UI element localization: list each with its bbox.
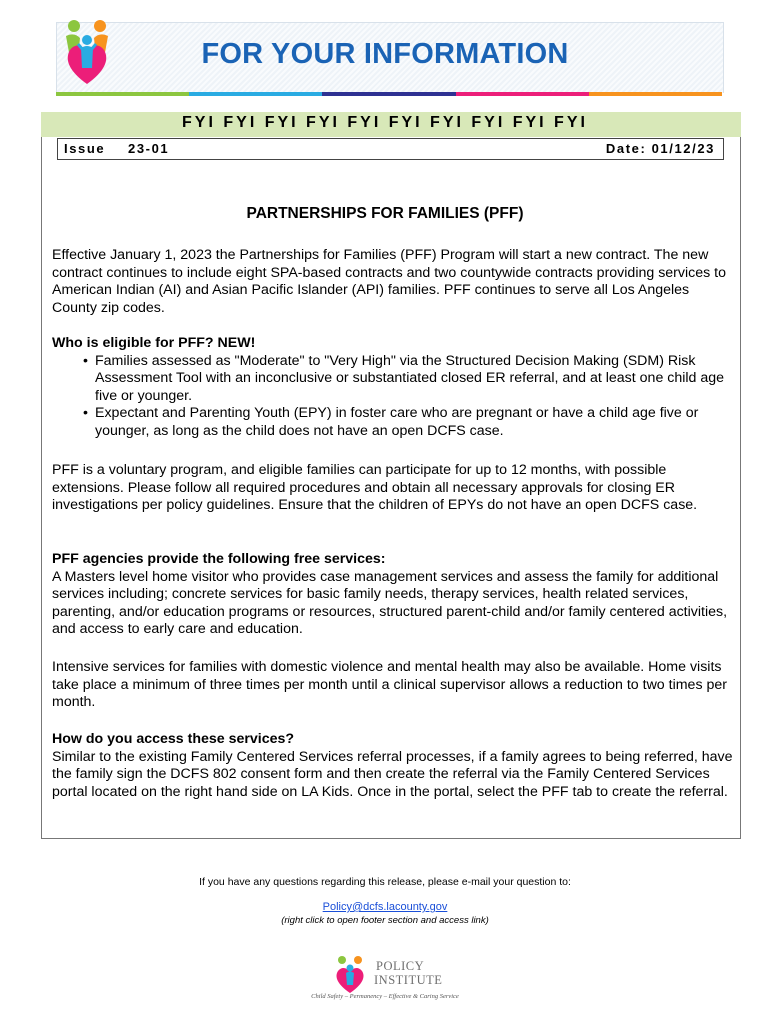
intro-section xyxy=(52,247,734,317)
eligibility-section xyxy=(52,335,734,441)
services-paragraph: A Masters level home visitor who provides case management services and assess the family for additional services including; concrete services for basic family needs, therapy services, health related services, parenting, and/or education programs or resources, structured parent-child and/or family centered activities, and access to early care and education. xyxy=(52,568,728,638)
footer-question: If you have any questions regarding this release, please e-mail your question to: xyxy=(199,876,571,888)
document-title: PARTNERSHIPS FOR FAMILIES (PFF) xyxy=(246,205,524,222)
strip-green xyxy=(56,92,189,96)
strip-orange xyxy=(589,92,722,96)
issue-row xyxy=(57,138,724,160)
list-item: • Expectant and Parenting Youth (EPY) in foster care who are pregnant or have a child age five or younger, as long as the child does not have an open DCFS case. xyxy=(83,405,699,439)
eligibility-list xyxy=(52,353,734,441)
list-item: • Families assessed as "Moderate" to "Very High" via the Structured Decision Making (SDM) Risk Assessment Tool with an inconclusive or substantiated closed ER referral, and at least one child age five or younger. xyxy=(83,352,725,404)
intro-paragraph: Effective January 1, 2023 the Partnerships for Families (PFF) Program will start a new contract. The new contract continues to include eight SPA-based contracts and two countywide contracts providing services to American Indian (AI) and Asian Pacific Islander (API) families. PFF continues to serve all Los Angeles County zip codes. xyxy=(52,247,727,316)
footer-tagline: Child Safety – Permanency – Effective & Caring Service xyxy=(311,993,459,1000)
eligibility-item-text: Expectant and Parenting Youth (EPY) in foster care who are pregnant or have a child age five or younger, as long as the child does not have an open DCFS case. xyxy=(95,405,699,439)
footer-note: (right click to open footer section and access link) xyxy=(281,915,489,926)
header-color-strip xyxy=(56,92,722,96)
policy-institute-logo-icon xyxy=(330,953,370,995)
page-title: FOR YOUR INFORMATION xyxy=(201,38,569,70)
access-section xyxy=(52,731,734,801)
policy-institute-line1: POLICY xyxy=(376,959,425,973)
policy-email-link[interactable]: Policy@dcfs.lacounty.gov xyxy=(322,901,448,913)
strip-pink xyxy=(456,92,589,96)
policy-institute-line2: INSTITUTE xyxy=(374,973,443,987)
eligibility-heading: Who is eligible for PFF? NEW! xyxy=(52,335,256,351)
policy-institute-wordmark xyxy=(374,959,442,987)
voluntary-section xyxy=(52,462,734,515)
strip-blue xyxy=(189,92,322,96)
voluntary-paragraph: PFF is a voluntary program, and eligible families can participate for up to 12 months, with possible extensions. Please follow all required procedures and obtain all necessary approvals for closing ER investigations per policy guidelines. Ensure that the children of EPYs do not have an open DCFS case. xyxy=(52,462,698,514)
issue-date: Date: 01/12/23 xyxy=(605,141,715,156)
access-heading: How do you access these services? xyxy=(52,731,295,747)
issue-number: 23-01 xyxy=(128,141,170,156)
intensive-paragraph: Intensive services for families with domestic violence and mental health may also be available. Home visits take place a minimum of three times per month until a clinical supervisor allows a reduction to two times per month. xyxy=(52,659,727,711)
services-section xyxy=(52,551,734,639)
access-paragraph: Similar to the existing Family Centered Services referral processes, if a family agrees to being referred, have the family sign the DCFS 802 consent form and then create the referral via the Family Centered Services portal located on the right hand side on LA Kids. Once in the portal, select the PFF tab to create the referral. xyxy=(52,748,733,800)
eligibility-item-text: Families assessed as "Moderate" to "Very High" via the Structured Decision Making (SDM) Risk Assessment Tool with an inconclusive or substantiated closed ER referral, and at least one child age five or younger. xyxy=(95,352,725,404)
intensive-section xyxy=(52,659,734,712)
fyi-line: FYI FYI FYI FYI FYI FYI FYI FYI FYI FYI xyxy=(182,114,588,131)
issue-label: Issue xyxy=(64,141,106,156)
strip-navy xyxy=(322,92,455,96)
services-heading: PFF agencies provide the following free services: xyxy=(52,551,386,567)
